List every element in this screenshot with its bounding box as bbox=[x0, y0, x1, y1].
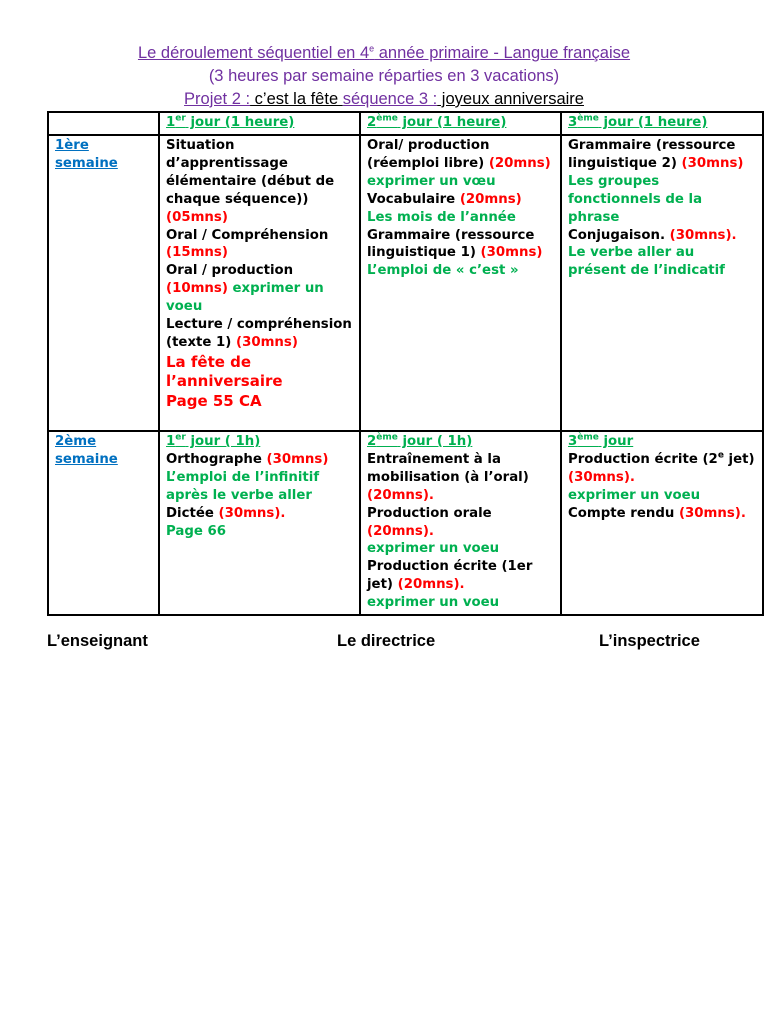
week1-day1-cell: Situation d’apprentissage élémentaire (début de chaque séquence)) (05mns) Oral / Compréhension (15mns) Oral / production (10mns) exprimer un voeu Lecture / compréhension (texte 1) (30mns) La fête de l’anniversaire Page 55 CA bbox=[159, 135, 360, 431]
header-day3: 3ème jour (1 heure) bbox=[561, 112, 763, 135]
week2-label: 2ème semaine bbox=[48, 431, 159, 615]
sequence-label: séquence 3 : bbox=[342, 90, 438, 108]
table-row bbox=[48, 431, 763, 615]
week1-day3-cell: Grammaire (ressource linguistique 2) (30mns) Les groupes fonctionnels de la phrase Conjugaison. (30mns). Le verbe aller au présent de l’indicatif bbox=[561, 135, 763, 431]
week2-day3-cell: 3ème jour Production écrite (2e jet) (30mns). exprimer un voeu Compte rendu (30mns). bbox=[561, 431, 763, 615]
project-label: Projet 2 : bbox=[184, 90, 251, 108]
schedule-table bbox=[47, 111, 764, 616]
week2-day3-heading: 3ème jour bbox=[568, 432, 634, 449]
signature-director: Le directrice bbox=[337, 632, 436, 650]
week2-day2-heading: 2ème jour ( 1h) bbox=[367, 432, 473, 449]
week2-day2-cell: 2ème jour ( 1h) Entraînement à la mobilisation (à l’oral) (20mns). Production orale (20mns). exprimer un voeu Production écrite (1er jet) (20mns). exprimer un voeu bbox=[360, 431, 561, 615]
signature-inspector: L’inspectrice bbox=[599, 632, 700, 650]
project-value: c’est la fête bbox=[250, 90, 343, 108]
signature-teacher: L’enseignant bbox=[47, 632, 148, 650]
week1-label: 1ère semaine bbox=[48, 135, 159, 431]
sequence-value: joyeux anniversaire bbox=[437, 90, 584, 108]
week2-day1-heading: 1er jour ( 1h) bbox=[166, 432, 261, 449]
page-reference: Page 55 CA bbox=[166, 391, 262, 410]
document-title: Le déroulement séquentiel en 4e année primaire - Langue française bbox=[137, 43, 631, 62]
header-day2: 2ème jour (1 heure) bbox=[360, 112, 561, 135]
header-empty-cell bbox=[48, 112, 159, 135]
header-day1: 1er jour (1 heure) bbox=[159, 112, 360, 135]
table-header-row bbox=[48, 112, 763, 135]
week2-day1-cell: 1er jour ( 1h) Orthographe (30mns) L’emploi de l’infinitif après le verbe aller Dictée (30mns). Page 66 bbox=[159, 431, 360, 615]
document-subtitle: (3 heures par semaine réparties en 3 vacations) bbox=[208, 67, 560, 85]
reading-text-title: La fête de l’anniversaire bbox=[166, 352, 283, 391]
table-row bbox=[48, 135, 763, 431]
project-sequence-line bbox=[0, 89, 768, 109]
week1-day2-cell: Oral/ production (réemploi libre) (20mns) exprimer un vœu Vocabulaire (20mns) Les mois de l’année Grammaire (ressource linguistique 1) (30mns) L’emploi de « c’est » bbox=[360, 135, 561, 431]
